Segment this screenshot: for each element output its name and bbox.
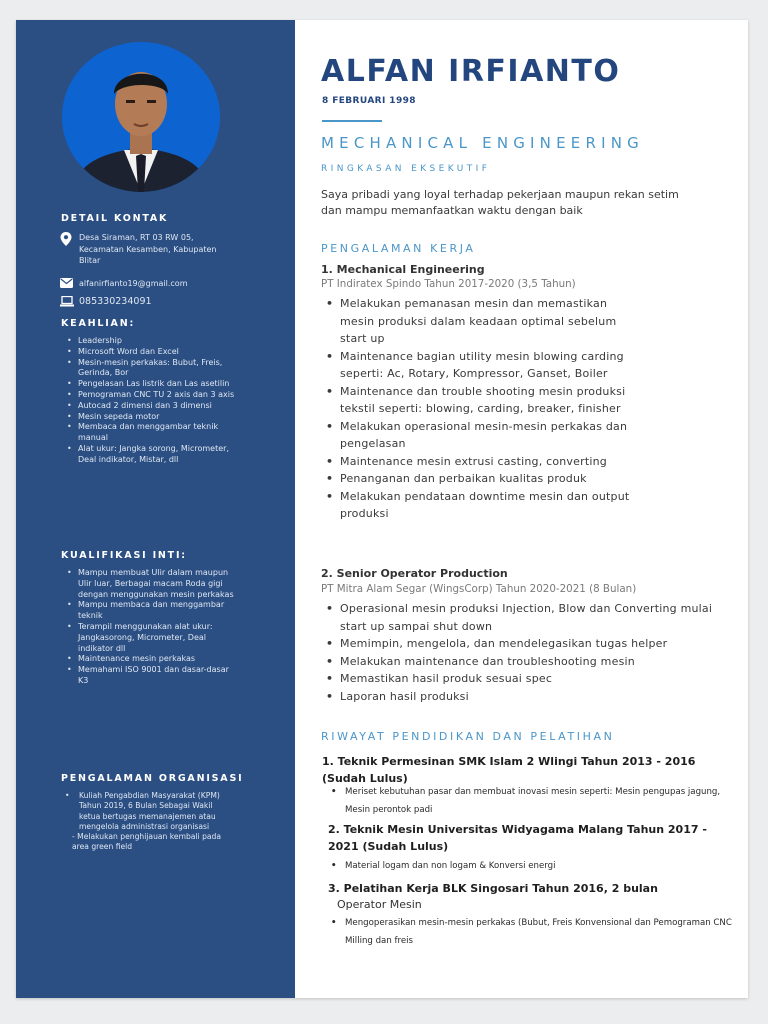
resume-page [16, 20, 748, 998]
sidebar [16, 20, 295, 998]
list-item: • Melakukan pemanasan mesin dan memastikan mesin produksi dalam keadaan optimal sebelum start up [323, 295, 643, 348]
experience-heading: PENGALAMAN KERJA [321, 242, 476, 255]
list-item: • Leadership [64, 336, 239, 347]
education-title: 3. Pelatihan Kerja BLK Singosari Tahun 2016, 2 bulan [328, 882, 658, 895]
list-item: • Pengelasan Las listrik dan Las asetilin [64, 379, 239, 390]
list-item: • Microsoft Word dan Excel [64, 347, 239, 358]
education-title: 1. Teknik Permesinan SMK Islam 2 Wlingi Tahun 2013 - 2016 (Sudah Lulus) [322, 755, 696, 785]
list-item: • Mampu membuat Ulir dalam maupun Ulir luar, Berbagai macam Roda gigi dengan menggunakan mesin perkakas [64, 568, 239, 600]
core-heading: KUALIFIKASI INTI: [61, 550, 187, 561]
job-duties-list [323, 600, 723, 705]
org-heading: PENGALAMAN ORGANISASI [61, 773, 244, 784]
list-item: • Mesin-mesin perkakas: Bubut, Freis, Gerinda, Bor [64, 358, 239, 380]
skills-heading: KEAHLIAN: [61, 318, 136, 329]
job-company: PT Indiratex Spindo Tahun 2017-2020 (3,5 Tahun) [321, 278, 576, 290]
address-row [60, 232, 240, 267]
list-item: - Melakukan penghijauan kembali pada area green field [72, 832, 222, 852]
education-details-list [325, 857, 725, 875]
core-list [64, 568, 239, 687]
phone-text[interactable]: 085330234091 [79, 296, 152, 307]
list-item: • Mesin sepeda motor [64, 412, 239, 423]
list-item: • Melakukan pendataan downtime mesin dan output produksi [323, 488, 643, 523]
profile-photo [62, 42, 220, 192]
divider [322, 120, 382, 122]
list-item: • Pemograman CNC TU 2 axis dan 3 axis [64, 390, 239, 401]
location-pin-icon [60, 232, 73, 244]
list-item: • Mengoperasikan mesin-mesin perkakas (Bubut, Freis Konvensional dan Pemograman CNC Milling dan freis [325, 914, 735, 950]
org-list [62, 791, 232, 853]
list-item: • Memahami ISO 9001 dan dasar-dasar K3 [64, 665, 239, 687]
laptop-icon [60, 296, 73, 308]
list-item: • Laporan hasil produksi [323, 688, 723, 706]
education-details-list [325, 914, 735, 950]
list-item: • Alat ukur: Jangka sorong, Micrometer, Deal indikator, Mistar, dll [64, 444, 239, 466]
address-text: Desa Siraman, RT 03 RW 05, Kecamatan Kesamben, Kabupaten Blitar [79, 233, 217, 265]
contact-heading: DETAIL KONTAK [61, 213, 169, 224]
list-item: • Terampil menggunakan alat ukur: Jangkasorong, Micrometer, Deal indikator dll [64, 622, 239, 654]
candidate-name: ALFAN IRFIANTO [321, 54, 621, 89]
list-item: • Memastikan hasil produk sesuai spec [323, 670, 723, 688]
list-item: • Meriset kebutuhan pasar dan membuat inovasi mesin seperti: Mesin pengupas jagung, Mesin perontok padi [325, 783, 725, 819]
list-item: • Maintenance mesin perkakas [64, 654, 239, 665]
list-item: • Material logam dan non logam & Konversi energi [325, 857, 725, 875]
education-subtitle: Operator Mesin [337, 898, 422, 911]
list-item: • Melakukan operasional mesin-mesin perkakas dan pengelasan [323, 418, 643, 453]
job-title: 2. Senior Operator Production [321, 567, 508, 580]
email-text[interactable]: alfanirfianto19@gmail.com [79, 279, 188, 288]
list-item: • Operasional mesin produksi Injection, Blow dan Converting mulai start up sampai shut down [323, 600, 723, 635]
main-content [295, 20, 748, 998]
list-item: • Autocad 2 dimensi dan 3 dimensi [64, 401, 239, 412]
email-row[interactable] [60, 278, 188, 290]
list-item: • Membaca dan menggambar teknik manual [64, 422, 239, 444]
summary-text: Saya pribadi yang loyal terhadap pekerjaan maupun rekan setim dan mampu memanfaatkan waktu dengan baik [321, 188, 679, 217]
list-item: • Maintenance mesin extrusi casting, converting [323, 453, 643, 471]
role-title: MECHANICAL ENGINEERING [321, 134, 644, 152]
job-title: 1. Mechanical Engineering [321, 263, 485, 276]
list-item: • Maintenance bagian utility mesin blowing carding seperti: Ac, Rotary, Kompressor, Ganset, Boiler [323, 348, 643, 383]
list-item: • Memimpin, mengelola, dan mendelegasikan tugas helper [323, 635, 723, 653]
list-item: • Penanganan dan perbaikan kualitas produk [323, 470, 643, 488]
list-item: • Maintenance dan trouble shooting mesin produksi tekstil seperti: blowing, carding, breaker, finisher [323, 383, 643, 418]
list-item: • Kuliah Pengabdian Masyarakat (KPM) Tahun 2019, 6 Bulan Sebagai Wakil ketua bertugas memanajemen atau mengelola administrasi organisasi [62, 791, 232, 832]
education-heading: RIWAYAT PENDIDIKAN DAN PELATIHAN [321, 730, 615, 743]
date-of-birth: 8 FEBRUARI 1998 [322, 96, 416, 106]
phone-row[interactable] [60, 296, 152, 308]
education-title: 2. Teknik Mesin Universitas Widyagama Malang Tahun 2017 - 2021 (Sudah Lulus) [328, 823, 707, 853]
job-duties-list [323, 295, 643, 523]
mail-icon [60, 278, 73, 290]
education-details-list [325, 783, 725, 819]
list-item: • Mampu membaca dan menggambar teknik [64, 600, 239, 622]
list-item: • Melakukan maintenance dan troubleshooting mesin [323, 653, 723, 671]
job-company: PT Mitra Alam Segar (WingsCorp) Tahun 2020-2021 (8 Bulan) [321, 583, 637, 595]
summary-heading: RINGKASAN EKSEKUTIF [321, 164, 491, 174]
skills-list [64, 336, 239, 466]
